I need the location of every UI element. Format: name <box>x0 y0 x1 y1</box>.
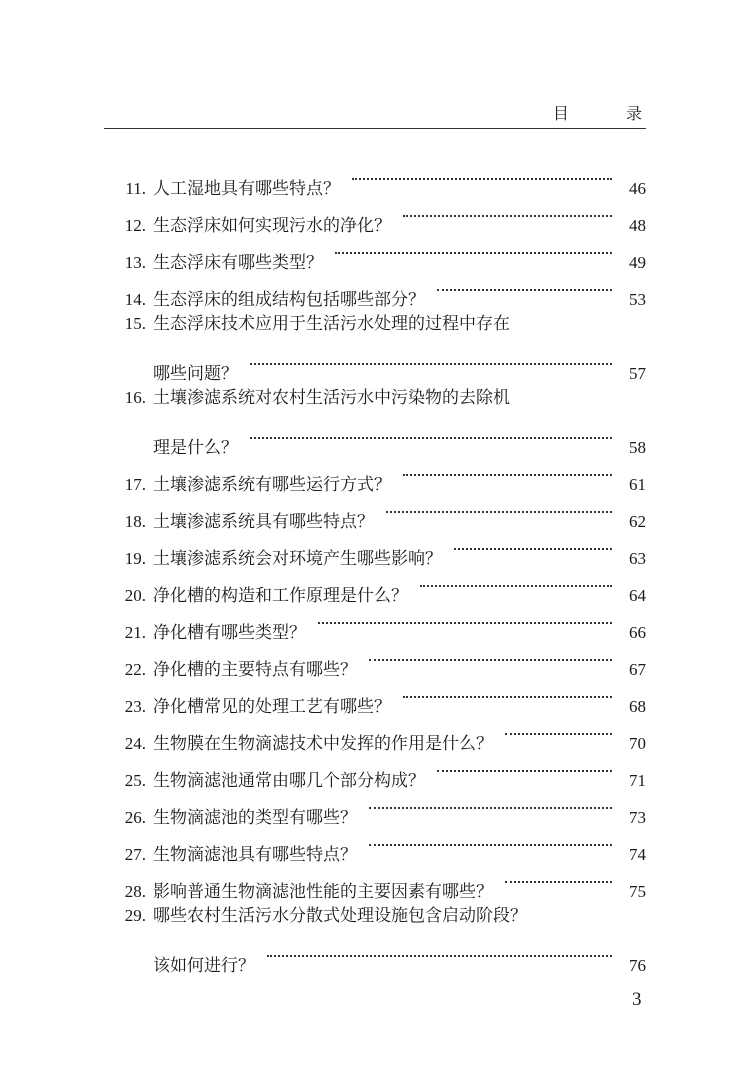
toc-entry-title: 生态浮床技术应用于生活污水处理的过程中存在 <box>153 314 510 334</box>
toc-entry-number: 27. <box>124 845 146 864</box>
dot-leader <box>369 786 612 823</box>
toc-entry-line <box>104 157 646 199</box>
toc-entry-number: 13. <box>124 253 146 272</box>
toc-entry-number: 24. <box>124 734 146 753</box>
dot-leader <box>369 823 612 860</box>
toc-entry-title: 净化槽的构造和工作原理是什么？ <box>153 586 408 606</box>
toc-entry-line <box>104 490 646 532</box>
toc-entry-line <box>104 305 646 342</box>
dot-leader <box>403 194 612 231</box>
toc-entry-number: 20. <box>124 586 146 605</box>
toc-entry-number: 28. <box>124 882 146 901</box>
toc-entry-title: 生物滴滤池具有哪些特点？ <box>153 845 357 865</box>
toc-entry-line <box>104 749 646 791</box>
toc-entry[interactable] <box>104 268 646 310</box>
toc-entry-number: 15. <box>124 314 146 333</box>
toc-entry-number: 23. <box>124 697 146 716</box>
running-header-title: 目 录 <box>552 104 668 123</box>
toc-entry-number: 26. <box>124 808 146 827</box>
toc-entry-title: 该如何进行？ <box>153 956 255 976</box>
toc-entry-line <box>104 712 646 754</box>
dot-leader <box>437 749 612 786</box>
dot-leader <box>352 157 612 194</box>
toc-entry-title: 生态浮床有哪些类型？ <box>153 253 323 273</box>
toc-entry-page: 58 <box>629 438 646 457</box>
toc-entry-page: 70 <box>629 734 646 753</box>
toc-entry-title: 生物滴滤池通常由哪几个部分构成？ <box>153 771 425 791</box>
toc-entry-line <box>104 416 646 458</box>
toc-entry-line <box>104 231 646 273</box>
toc-entry-page: 63 <box>629 549 646 568</box>
toc-entry-line <box>104 379 646 416</box>
toc-entry[interactable] <box>104 823 646 865</box>
toc-entry-line <box>104 638 646 680</box>
toc-entry[interactable] <box>104 527 646 569</box>
toc-entry-number: 16. <box>124 388 146 407</box>
toc-entry-title: 生态浮床如何实现污水的净化？ <box>153 216 391 236</box>
toc-entry[interactable] <box>104 490 646 532</box>
toc-entry-page: 53 <box>629 290 646 309</box>
toc-entry-title: 净化槽常见的处理工艺有哪些？ <box>153 697 391 717</box>
toc-entry[interactable] <box>104 749 646 791</box>
toc-entry-page: 64 <box>629 586 646 605</box>
toc-entry-title: 影响普通生物滴滤池性能的主要因素有哪些？ <box>153 882 493 902</box>
toc-entry-line <box>104 601 646 643</box>
dot-leader <box>505 712 612 749</box>
dot-leader <box>250 342 612 379</box>
toc-entry-title: 哪些问题？ <box>153 364 238 384</box>
toc-entry-page: 49 <box>629 253 646 272</box>
toc-entry[interactable] <box>104 564 646 606</box>
toc-entry-number: 19. <box>124 549 146 568</box>
toc-entry-number: 12. <box>124 216 146 235</box>
dot-leader <box>420 564 612 601</box>
toc-entry[interactable] <box>104 231 646 273</box>
toc-entry-line <box>104 194 646 236</box>
toc-entry[interactable] <box>104 157 646 199</box>
toc-entry-number: 14. <box>124 290 146 309</box>
toc-entry-number: 21. <box>124 623 146 642</box>
toc-entry-title: 净化槽的主要特点有哪些？ <box>153 660 357 680</box>
toc-entry-number: 17. <box>124 475 146 494</box>
toc-entry[interactable] <box>104 860 646 902</box>
toc-entry[interactable] <box>104 194 646 236</box>
toc-entry[interactable] <box>104 712 646 754</box>
dot-leader <box>250 416 612 453</box>
toc-entry[interactable] <box>104 786 646 828</box>
toc-entry-number: 29. <box>124 906 146 925</box>
toc-entry-line <box>104 823 646 865</box>
page-number: 3 <box>632 989 642 1010</box>
toc-entry-title: 哪些农村生活污水分散式处理设施包含启动阶段？ <box>153 906 527 926</box>
dot-leader <box>403 453 612 490</box>
dot-leader <box>318 601 612 638</box>
dot-leader <box>437 268 612 305</box>
toc-entry-page: 74 <box>629 845 646 864</box>
dot-leader <box>386 490 612 527</box>
toc-entry-page: 73 <box>629 808 646 827</box>
toc-entry-number: 11. <box>125 179 146 198</box>
toc-entry-number: 25. <box>124 771 146 790</box>
toc-entry[interactable] <box>104 379 646 458</box>
toc-entry[interactable] <box>104 675 646 717</box>
toc-entry-line <box>104 268 646 310</box>
toc-entry-page: 67 <box>629 660 646 679</box>
toc-entry-line <box>104 453 646 495</box>
toc-entry-title: 土壤渗滤系统对农村生活污水中污染物的去除机 <box>153 388 510 408</box>
dot-leader <box>369 638 612 675</box>
toc-entry-title: 土壤渗滤系统会对环境产生哪些影响？ <box>153 549 442 569</box>
toc-entry-title: 土壤渗滤系统具有哪些特点？ <box>153 512 374 532</box>
dot-leader <box>454 527 612 564</box>
toc-entry-page: 75 <box>629 882 646 901</box>
dot-leader <box>267 934 612 971</box>
toc-entry-line <box>104 860 646 902</box>
dot-leader <box>505 860 612 897</box>
toc-entry-page: 71 <box>629 771 646 790</box>
toc-entry-line <box>104 786 646 828</box>
toc-entry-page: 76 <box>629 956 646 975</box>
dot-leader <box>335 231 612 268</box>
toc-entry-title: 土壤渗滤系统有哪些运行方式？ <box>153 475 391 495</box>
toc-entry-title: 人工湿地具有哪些特点？ <box>153 179 340 199</box>
toc-entry-title: 生态浮床的组成结构包括哪些部分？ <box>153 290 425 310</box>
toc-entry-page: 46 <box>629 179 646 198</box>
toc-entry-line <box>104 675 646 717</box>
toc-entry-title: 净化槽有哪些类型？ <box>153 623 306 643</box>
toc-entry-title: 理是什么？ <box>153 438 238 458</box>
toc-entry-line <box>104 897 646 934</box>
running-header <box>104 102 668 129</box>
dot-leader <box>403 675 612 712</box>
toc-entry-page: 57 <box>629 364 646 383</box>
toc-entry-line <box>104 342 646 384</box>
toc-entry[interactable] <box>104 601 646 643</box>
toc-entry-number: 22. <box>124 660 146 679</box>
table-of-contents <box>104 157 646 976</box>
toc-entry[interactable] <box>104 305 646 384</box>
toc-entry-page: 48 <box>629 216 646 235</box>
toc-entry[interactable] <box>104 897 646 976</box>
toc-entry-line <box>104 527 646 569</box>
toc-entry[interactable] <box>104 638 646 680</box>
toc-entry-line <box>104 934 646 976</box>
toc-entry-page: 62 <box>629 512 646 531</box>
toc-entry-page: 61 <box>629 475 646 494</box>
toc-entry-number: 18. <box>124 512 146 531</box>
toc-entry-page: 66 <box>629 623 646 642</box>
toc-entry[interactable] <box>104 453 646 495</box>
toc-entry-title: 生物膜在生物滴滤技术中发挥的作用是什么？ <box>153 734 493 754</box>
toc-entry-title: 生物滴滤池的类型有哪些？ <box>153 808 357 828</box>
toc-entry-page: 68 <box>629 697 646 716</box>
toc-entry-line <box>104 564 646 606</box>
